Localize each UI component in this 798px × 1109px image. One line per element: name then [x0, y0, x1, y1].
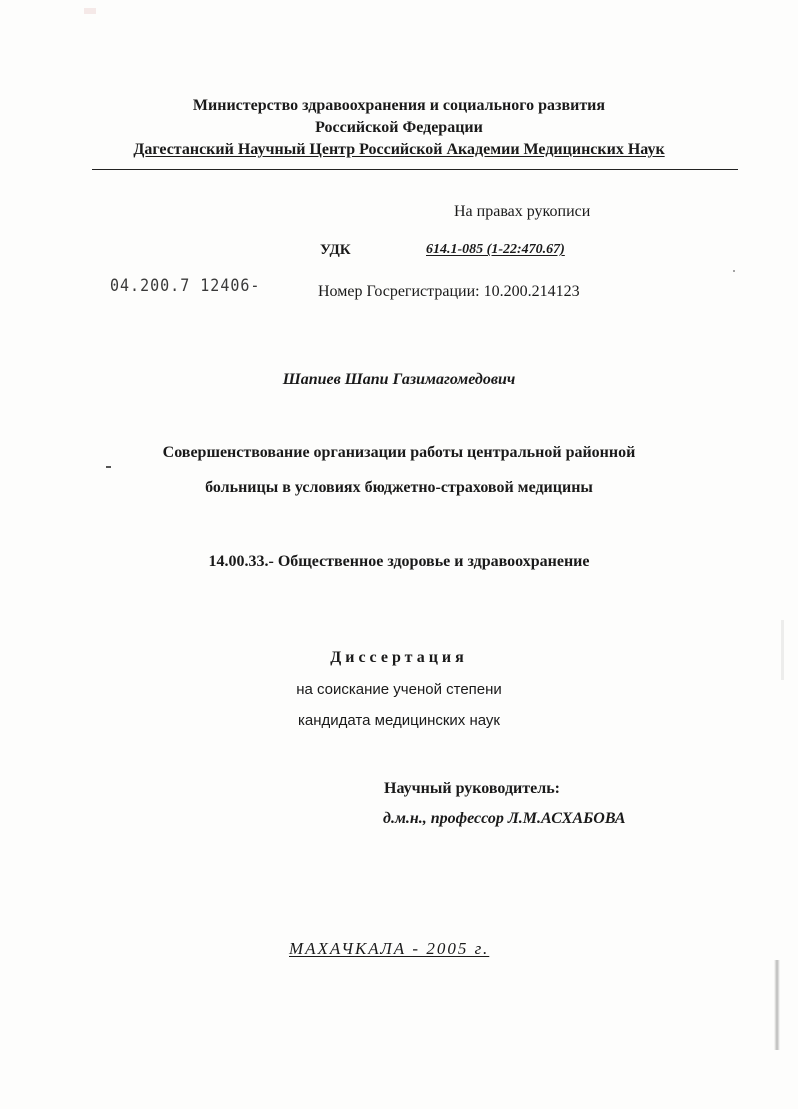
author-name: Шапиев Шапи Газимагомедович — [282, 371, 516, 388]
registration-stamp: 04.200.7 12406- — [110, 275, 261, 296]
institution-line — [0, 139, 798, 160]
degree-line-1: на соискание ученой степени — [296, 681, 502, 698]
supervisor-label: Научный руководитель: — [384, 780, 560, 797]
supervisor-name: д.м.н., профессор Л.М.АСХАБОВА — [383, 810, 626, 827]
institution-name: Дагестанский Научный Центр Российской Академии Медицинских Наук — [133, 141, 665, 158]
scan-artifact-dot — [733, 270, 735, 272]
ministry-line-2: Российской Федерации — [315, 119, 483, 136]
udk-value: 614.1-085 (1-22:470.67) — [426, 242, 565, 257]
udk-label: УДК — [320, 242, 351, 258]
specialty-code: 14.00.33.- Общественное здоровье и здравоохранение — [208, 553, 590, 570]
scan-artifact-dash — [106, 466, 111, 468]
title-line-2: больницы в условиях бюджетно-страховой медицины — [205, 479, 593, 496]
scan-artifact-top — [84, 8, 96, 14]
document-type-heading: Диссертация — [330, 649, 468, 666]
manuscript-rights: На правах рукописи — [454, 203, 591, 220]
degree-line-2: кандидата медицинских наук — [298, 712, 500, 729]
city-and-year: МАХАЧКАЛА - 2005 г. — [289, 939, 490, 958]
title-line-1: Совершенствование организации работы центральной районной — [162, 444, 636, 461]
header-divider — [92, 169, 738, 170]
state-registration-number: Номер Госрегистрации: 10.200.214123 — [318, 283, 580, 300]
scan-artifact-right-edge — [774, 960, 780, 1050]
ministry-line-1: Министерство здравоохранения и социального развития — [192, 97, 606, 114]
